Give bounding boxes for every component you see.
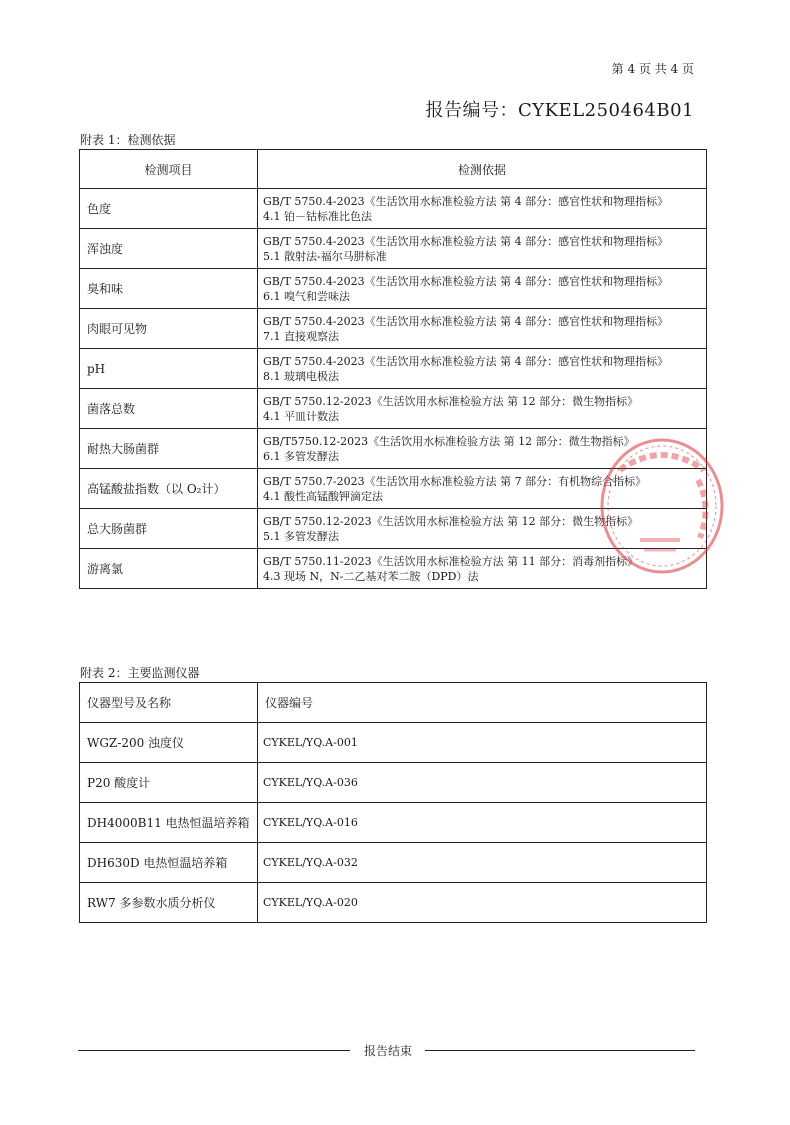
table-row — [80, 843, 707, 883]
method-clause: 4.1 酸性高锰酸钾滴定法 — [263, 489, 383, 503]
method-clause: 4.1 平皿计数法 — [263, 409, 339, 423]
method-clause: 8.1 玻璃电极法 — [263, 369, 339, 383]
standard-method: GB/T 5750.4-2023《生活饮用水标准检验方法 第 4 部分：感官性状和物理指标》 — [263, 274, 669, 288]
table-row — [80, 309, 707, 349]
instrument-code: CYKEL/YQ.A-016 — [258, 803, 707, 843]
table-row — [80, 389, 707, 429]
instrument-name: RW7 多参数水质分析仪 — [80, 883, 258, 923]
method-clause: 6.1 多管发酵法 — [263, 449, 339, 463]
standard-method: GB/T 5750.11-2023《生活饮用水标准检验方法 第 11 部分：消毒剂指标》 — [263, 554, 639, 568]
method-clause: 4.3 现场 N，N-二乙基对苯二胺（DPD）法 — [263, 569, 479, 583]
instrument-code: CYKEL/YQ.A-020 — [258, 883, 707, 923]
standard-method: GB/T 5750.4-2023《生活饮用水标准检验方法 第 4 部分：感官性状和物理指标》 — [263, 234, 669, 248]
table-row — [80, 269, 707, 309]
table1-caption: 附表 1：检测依据 — [80, 133, 176, 147]
table-row — [80, 189, 707, 229]
table-header-row — [80, 150, 707, 189]
test-item: 耐热大肠菌群 — [80, 429, 258, 469]
table-row — [80, 229, 707, 269]
instrument-name: DH4000B11 电热恒温培养箱 — [80, 803, 258, 843]
instrument-code: CYKEL/YQ.A-036 — [258, 763, 707, 803]
method-clause: 7.1 直接观察法 — [263, 329, 339, 343]
standard-method: GB/T5750.12-2023《生活饮用水标准检验方法 第 12 部分：微生物指标》 — [263, 434, 635, 448]
standard-method: GB/T 5750.7-2023《生活饮用水标准检验方法 第 7 部分：有机物综合指标》 — [263, 474, 647, 488]
instrument-code: CYKEL/YQ.A-001 — [258, 723, 707, 763]
instrument-code: CYKEL/YQ.A-032 — [258, 843, 707, 883]
column-header-basis: 检测依据 — [258, 150, 707, 189]
test-basis — [258, 549, 707, 589]
test-basis — [258, 269, 707, 309]
table-row — [80, 469, 707, 509]
table-row — [80, 349, 707, 389]
column-header-item: 检测项目 — [80, 150, 258, 189]
table-row — [80, 549, 707, 589]
test-basis — [258, 229, 707, 269]
report-number: 报告编号：CYKEL250464B01 — [425, 100, 694, 121]
detection-basis-table — [79, 149, 707, 589]
test-basis — [258, 509, 707, 549]
table-row — [80, 803, 707, 843]
standard-method: GB/T 5750.4-2023《生活饮用水标准检验方法 第 4 部分：感官性状和物理指标》 — [263, 194, 669, 208]
test-basis — [258, 469, 707, 509]
test-item: 总大肠菌群 — [80, 509, 258, 549]
table-row — [80, 723, 707, 763]
instrument-name: WGZ-200 浊度仪 — [80, 723, 258, 763]
test-basis — [258, 189, 707, 229]
table-row — [80, 883, 707, 923]
method-clause: 6.1 嗅气和尝味法 — [263, 289, 350, 303]
standard-method: GB/T 5750.12-2023《生活饮用水标准检验方法 第 12 部分：微生物指标》 — [263, 394, 639, 408]
instrument-name: DH630D 电热恒温培养箱 — [80, 843, 258, 883]
table-row — [80, 509, 707, 549]
page-number: 第 4 页 共 4 页 — [611, 62, 694, 76]
test-basis — [258, 349, 707, 389]
test-item: pH — [80, 349, 258, 389]
test-item: 肉眼可见物 — [80, 309, 258, 349]
test-item: 臭和味 — [80, 269, 258, 309]
standard-method: GB/T 5750.4-2023《生活饮用水标准检验方法 第 4 部分：感官性状和物理指标》 — [263, 314, 669, 328]
test-item: 高锰酸盐指数（以 O₂计） — [80, 469, 258, 509]
column-header-code: 仪器编号 — [258, 683, 707, 723]
table2-caption: 附表 2：主要监测仪器 — [80, 666, 200, 680]
instruments-table — [79, 682, 707, 923]
column-header-instrument: 仪器型号及名称 — [80, 683, 258, 723]
end-divider-right — [425, 1050, 695, 1051]
test-basis — [258, 309, 707, 349]
standard-method: GB/T 5750.4-2023《生活饮用水标准检验方法 第 4 部分：感官性状和物理指标》 — [263, 354, 669, 368]
test-basis — [258, 429, 707, 469]
test-item: 菌落总数 — [80, 389, 258, 429]
test-item: 游离氯 — [80, 549, 258, 589]
table-row — [80, 429, 707, 469]
test-item: 色度 — [80, 189, 258, 229]
test-basis — [258, 389, 707, 429]
standard-method: GB/T 5750.12-2023《生活饮用水标准检验方法 第 12 部分：微生物指标》 — [263, 514, 639, 528]
method-clause: 5.1 散射法-福尔马肼标准 — [263, 249, 387, 263]
table-row — [80, 763, 707, 803]
method-clause: 5.1 多管发酵法 — [263, 529, 339, 543]
instrument-name: P20 酸度计 — [80, 763, 258, 803]
table-header-row — [80, 683, 707, 723]
method-clause: 4.1 铂－钴标准比色法 — [263, 209, 372, 223]
end-divider-left — [78, 1050, 350, 1051]
test-item: 浑浊度 — [80, 229, 258, 269]
report-end-text: 报告结束 — [364, 1044, 413, 1058]
